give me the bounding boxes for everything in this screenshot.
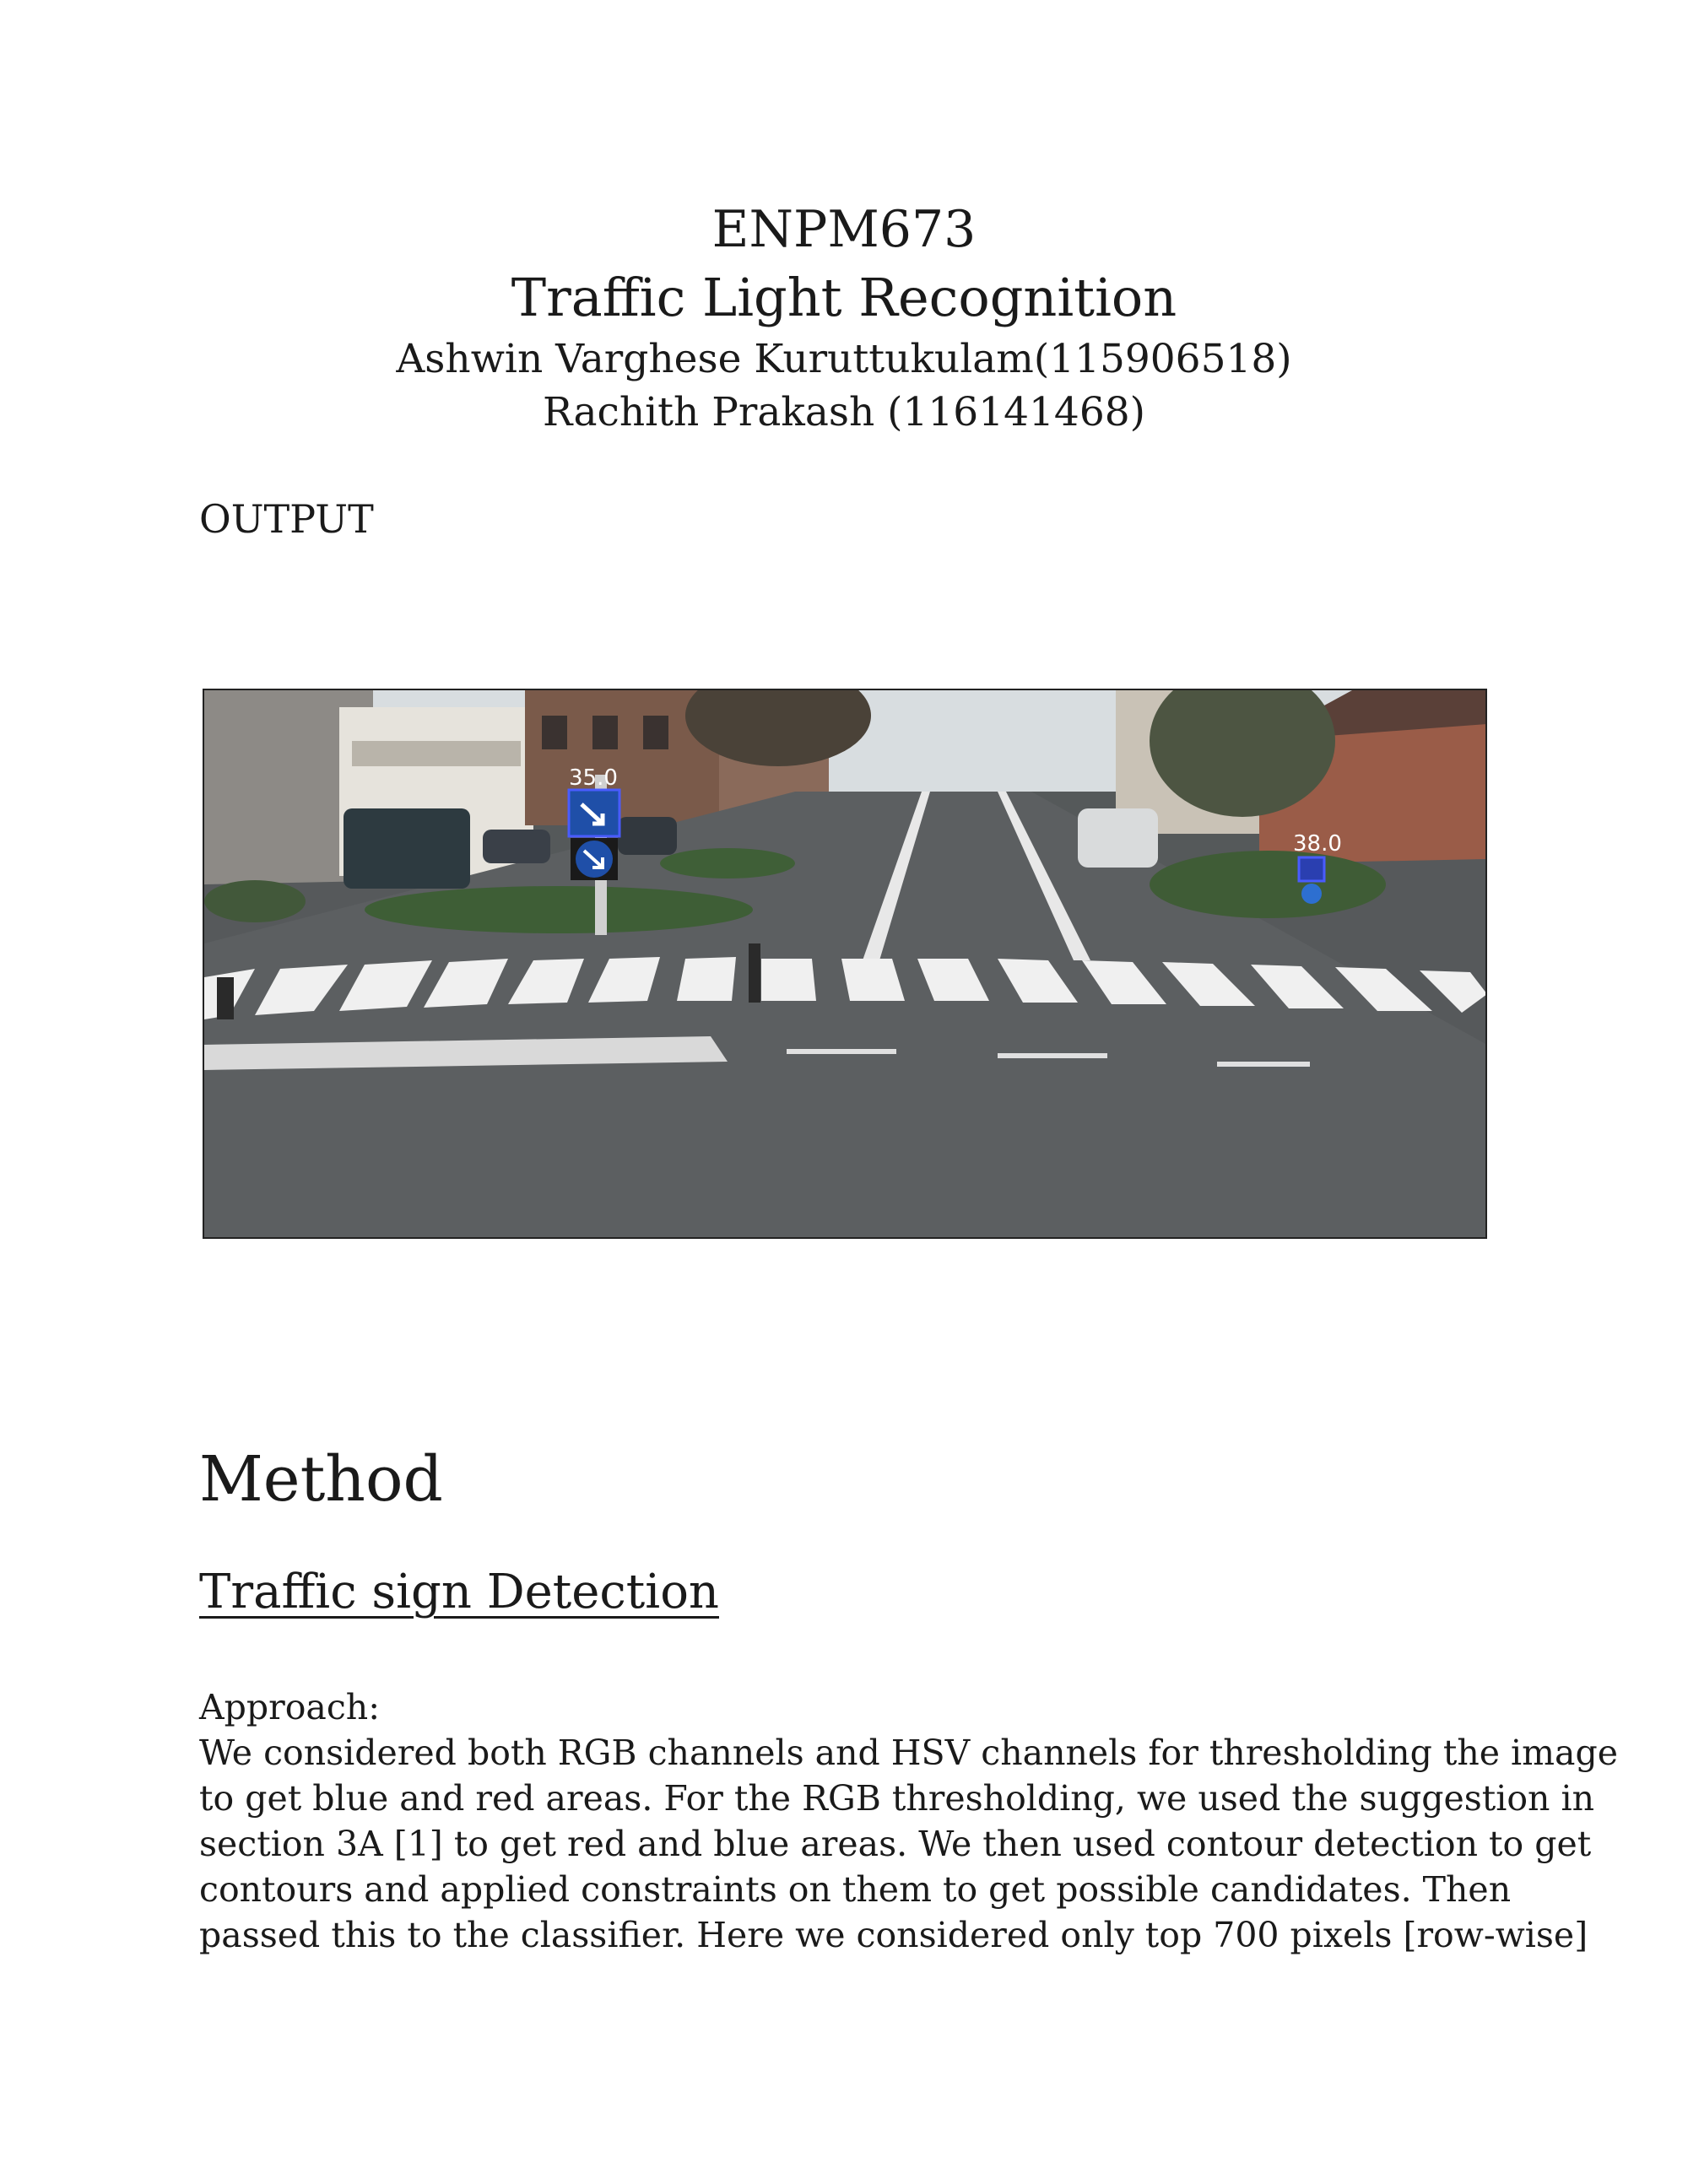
- document-title: Traffic Light Recognition: [511, 267, 1177, 328]
- detection-label-2: 38.0: [1293, 831, 1342, 857]
- detected-sign-2: [1299, 857, 1324, 881]
- course-code: ENPM673: [711, 200, 977, 259]
- approach-label: Approach:: [199, 1687, 381, 1727]
- street-scene-image: [204, 690, 1487, 1239]
- author-1: Ashwin Varghese Kuruttukulam(115906518): [396, 336, 1292, 382]
- paragraph-line: to get blue and red areas. For the RGB thresholding, we used the suggestion in: [199, 1778, 1594, 1819]
- traffic-sign-detection-subheading: Traffic sign Detection: [199, 1565, 719, 1619]
- approach-paragraph: [199, 1730, 1618, 1958]
- output-label: OUTPUT: [199, 496, 374, 542]
- paragraph-line: We considered both RGB channels and HSV channels for thresholding the image: [199, 1733, 1618, 1773]
- detection-label-1: 35.0: [569, 765, 618, 791]
- paragraph-line: passed this to the classifier. Here we considered only top 700 pixels [row-wise]: [199, 1915, 1588, 1955]
- output-figure: [203, 689, 1487, 1239]
- paragraph-line: contours and applied constraints on them to get possible candidates. Then: [199, 1869, 1512, 1910]
- method-heading: Method: [199, 1443, 443, 1516]
- paragraph-line: section 3A [1] to get red and blue areas. We then used contour detection to get: [199, 1824, 1592, 1864]
- author-2: Rachith Prakash (116141468): [543, 389, 1145, 435]
